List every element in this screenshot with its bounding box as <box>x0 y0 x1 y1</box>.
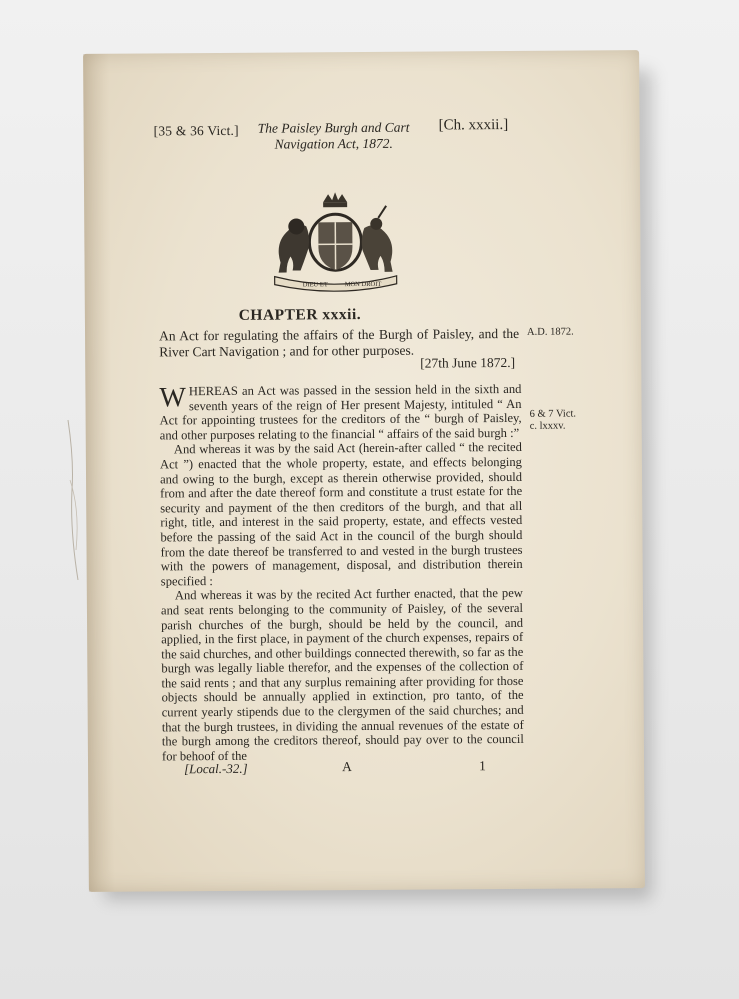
margin-citation-line2: c. lxxxv. <box>529 420 566 432</box>
page-number: 1 <box>479 758 486 774</box>
royal-assent-date: [27th June 1872.] <box>420 354 516 371</box>
preamble-paragraph-1-text: HEREAS an Act was passed in the session held in the sixth and seventh years of the reign of Her present Majesty, intituled “ An Act for appointing trustees for the creditors of the “ burgh of Paisley, and other purposes relating to the financial “ affairs of the said burgh :” <box>159 381 522 443</box>
signature-mark: A <box>342 759 352 775</box>
running-title-line1: The Paisley Burgh and Cart <box>257 119 410 136</box>
margin-note-citation <box>530 409 577 433</box>
act-body <box>159 382 524 764</box>
drop-capital: W <box>159 382 187 414</box>
chapter-reference: [Ch. xxxii.] <box>438 116 509 134</box>
preamble-paragraph-1 <box>159 382 521 443</box>
running-title <box>244 120 424 153</box>
chapter-heading: CHAPTER xxxii. <box>238 306 362 324</box>
margin-note-year: A.D. 1872. <box>526 326 574 338</box>
motto-right: MON DROIT <box>344 280 382 289</box>
motto-left: DIEU ET <box>302 281 328 289</box>
document-page <box>83 50 645 892</box>
act-long-title: An Act for regulating the affairs of the Burgh of Paisley, and the River Cart Navigation ; and for other purposes. <box>158 325 520 359</box>
regnal-year: [35 & 36 Vict.] <box>153 122 239 139</box>
margin-citation-line1: 6 & 7 Vict. <box>529 408 577 420</box>
royal-coat-of-arms-icon <box>260 192 411 293</box>
loose-thread-icon <box>64 420 94 580</box>
local-act-number: [Local.-32.] <box>184 760 248 777</box>
preamble-paragraph-3: And whereas it was by the recited Act further enacted, that the pew and seat rents belonging to the community of Paisley, of the several parish churches of the burgh, should be held by the council, and applied, in the first place, in payment of the church expenses, repairs of the said churches, and other buildings connected therewith, so far as the burgh was legally liable therefor, and the expenses of the collection of the said rents ; and that any surplus remaining after providing for those objects should be annually applied in extinction, pro tanto, of the current yearly stipends due to the clergymen of the said churches; and that the burgh trustees, in dividing the annual revenues of the estate of the burgh among the creditors thereof, should pay over to the council for behoof of the <box>160 586 524 764</box>
preamble-paragraph-2: And whereas it was by the said Act (herein-after called “ the recited Act ”) enacted that the whole property, estate, and effects belonging and owing to the burgh, except as therein otherwise provided, should from and after the date thereof form and constitute a trust estate for the security and payment of the then creditors of the burgh, and that all right, title, and interest in the said property, estate, and effects vested before the passing of the said Act in the council of the burgh should from the date thereof be transferred to and vested in the burgh trustees with the powers of management, disposal, and distribution therein specified : <box>159 440 523 589</box>
running-title-line2: Navigation Act, 1872. <box>274 135 393 152</box>
